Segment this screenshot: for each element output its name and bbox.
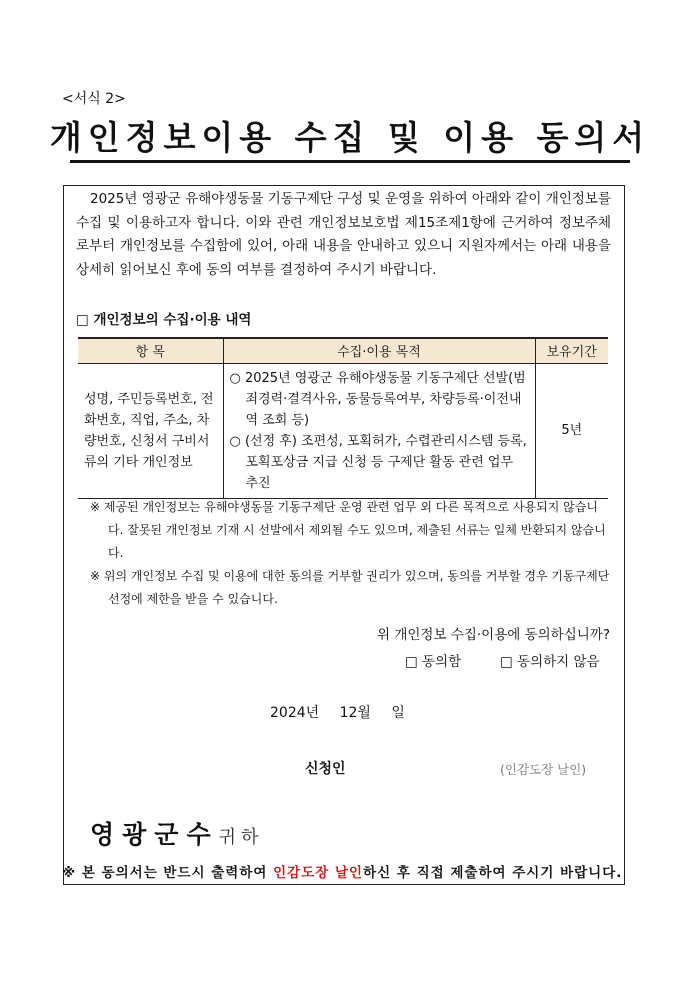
form-number: <서식 2> — [62, 91, 126, 107]
intro-text — [76, 188, 611, 282]
cell-period: 5년 — [535, 363, 608, 498]
note-2: ※ 위의 개인정보 수집 및 이용에 대한 동의를 거부할 권리가 있으며, 동의를 거부할 경우 기동구제단 선정에 제한을 받을 수 있습니다. — [90, 569, 610, 606]
footer-note — [62, 861, 622, 881]
recipient — [90, 815, 263, 851]
applicant-label: 신청인 — [305, 761, 346, 777]
agree-checkbox[interactable]: □ 동의함 — [405, 654, 462, 670]
recipient-name: 영광군수 — [90, 820, 219, 849]
recipient-suffix: 귀하 — [218, 827, 264, 848]
table-row — [78, 363, 608, 498]
footer-highlight: 인감도장 날인 — [273, 865, 364, 881]
header-items: 항 목 — [78, 338, 223, 363]
section-title: □ 개인정보의 수집·이용 내역 — [76, 312, 252, 328]
cell-items: 성명, 주민등록번호, 전화번호, 직업, 주소, 차량번호, 신청서 구비서류의 기타 개인정보 — [78, 363, 223, 498]
date: 2024년 12월 일 — [270, 705, 405, 721]
table-header-row — [78, 338, 608, 363]
footer-post: 하신 후 직접 제출하여 주시기 바랍니다. — [363, 865, 623, 881]
page-title: 개인정보이용 수집 및 이용 동의서 — [49, 118, 651, 157]
disagree-checkbox[interactable]: □ 동의하지 않음 — [500, 654, 600, 670]
cell-purpose — [223, 363, 535, 498]
title-underline — [70, 160, 630, 163]
consent-question: 위 개인정보 수집·이용에 동의하십니까? — [377, 627, 610, 643]
header-period: 보유기간 — [535, 338, 608, 363]
header-purpose: 수집·이용 목적 — [223, 338, 535, 363]
purpose-1: ○ 2025년 영광군 유해야생동물 기동구제단 선발(범죄경력·결격사유, 동물등록여부, 차량등록·이전내역 조회 등) — [229, 370, 526, 428]
info-table — [78, 337, 608, 499]
footer-pre: ※ 본 동의서는 반드시 출력하여 — [62, 865, 274, 881]
intro-paragraph: 2025년 영광군 유해야생동물 기동구제단 구성 및 운영을 위하여 아래와 같이 개인정보를 수집 및 이용하고자 합니다. 이와 관련 개인정보보호법 제15조제1항에 근거하여 정보주체로부터 개인정보를 수집함에 있어, 아래 내용을 안내하고 있으니 지원자께서는 아래 내용을 상세히 읽어보신 후에 동의 여부를 결정하여 주시기 바랍니다. — [76, 191, 611, 278]
notes — [88, 496, 613, 611]
note-1: ※ 제공된 개인정보는 유해야생동물 기동구제단 운영 관련 업무 외 다른 목적으로 사용되지 않습니다. 잘못된 개인정보 기재 시 선발에서 제외될 수도 있으며, 제출된 서류는 일체 반환되지 않습니다. — [90, 500, 606, 560]
seal-placeholder: (인감도장 날인) — [500, 762, 587, 777]
purpose-2: ○ (선정 후) 조편성, 포획허가, 수렵관리시스템 등록, 포획포상금 지급 신청 등 구제단 활동 관련 업무 추진 — [229, 433, 527, 491]
